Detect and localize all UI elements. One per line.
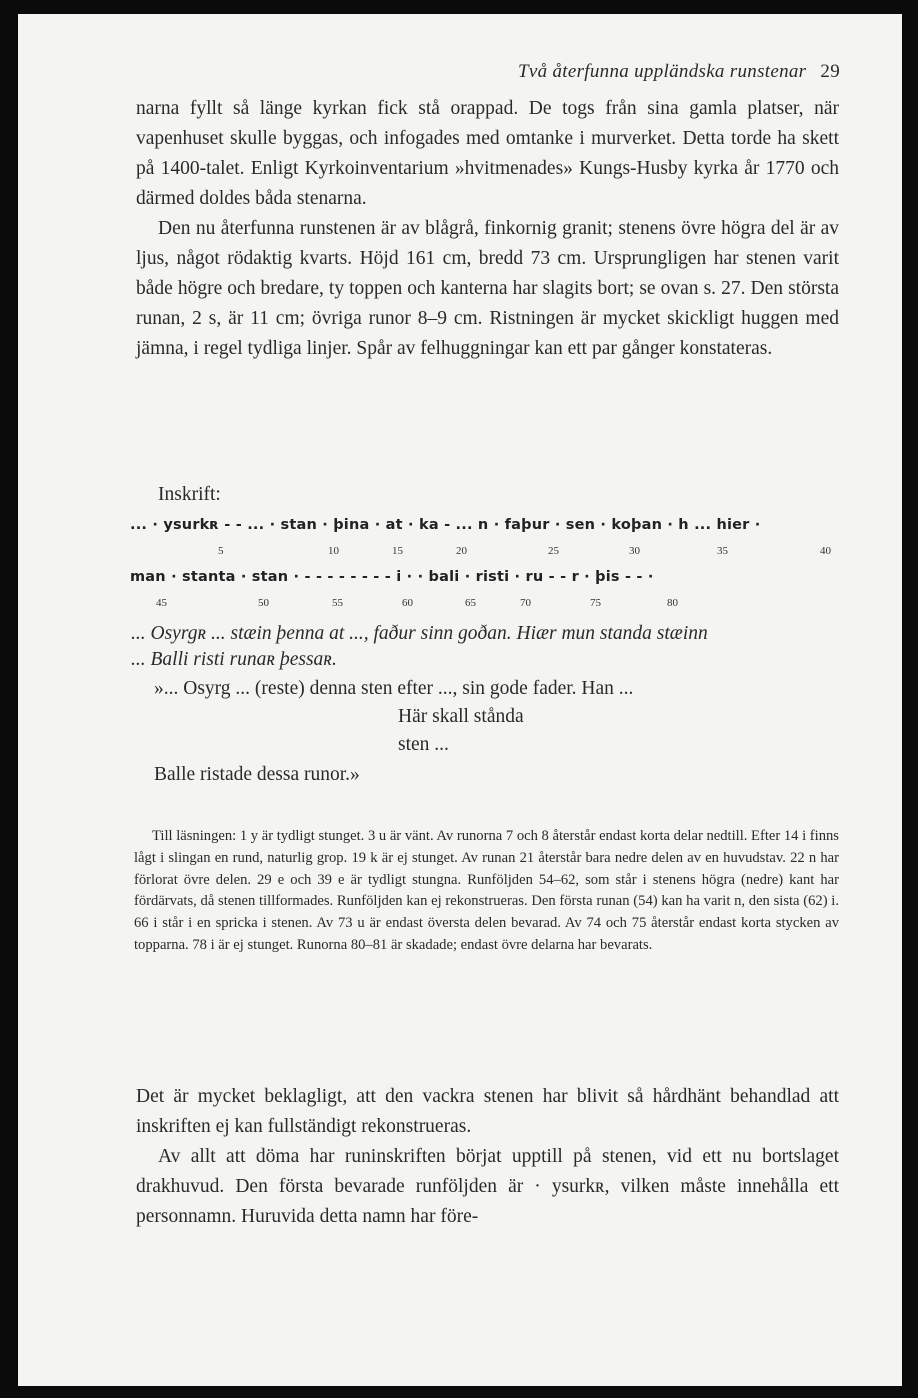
- translation-line: Här skall stånda: [398, 706, 524, 727]
- note-paragraph: Till läsningen: 1 y är tydligt stunget. 3 u är vänt. Av runorna 7 och 8 återstår endast korta delar nedtill. Efter 14 i finns lågt i slingan en rund, naturlig grop. 19 k är ej stunget. Av runan 21 återstår bara nedre delen av en huvudstav. 22 n har förlorat övre delen. 29 e och 39 e är tydligt stungna. Runföljden 54–62, som står i stenens högra (nedre) kant har fördärvats, då stenen tillformades. Runföljden kan ej rekonstrueras. Den första runan (54) kan ha varit n, den sista (62) i. 66 i står i en spricka i stenen. Av 73 u är endast översta delen bevarad. Av 74 och 75 återstår endast korta stycken av topparna. 78 i är ej stunget. Runorna 80–81 är skadade; endast övre delarna har bevarats.: [134, 828, 839, 953]
- paragraph: narna fyllt så länge kyrkan fick stå orappad. De togs från sina gamla platser, när vapenhuset skulle byggas, och infogades med omtanke i murverket. Detta torde ha skett på 1400-talet. Enligt Kyrkoinventarium »hvitmenades» Kungs-Husby kyrka år 1770 och därmed doldes båda stenarna.: [136, 98, 839, 209]
- rune-transliteration-line-1: ... · ysurkʀ - - ... · stan · þina · at · ka - ... n · faþur · sen · koþan · h ... hier ·: [130, 517, 761, 533]
- rune-number: 80: [667, 597, 678, 609]
- body-text-bottom: [136, 1082, 839, 1232]
- rune-transliteration-line-2: man · stanta · stan · - - - - - - - - i · · bali · risti · ru - - r · þis - - ·: [130, 569, 654, 585]
- rune-number: 45: [156, 597, 167, 609]
- running-title: Två återfunna uppländska runstenar: [518, 61, 807, 82]
- rune-number: 55: [332, 597, 343, 609]
- rune-number: 25: [548, 545, 559, 557]
- body-text-top: [136, 94, 839, 364]
- rune-number: 75: [590, 597, 601, 609]
- page: [18, 14, 902, 1386]
- rune-number: 65: [465, 597, 476, 609]
- rune-number: 50: [258, 597, 269, 609]
- translation-line: Balle ristade dessa runor.»: [154, 764, 360, 785]
- paragraph: Det är mycket beklagligt, att den vackra stenen har blivit så hårdhänt behandlad att inskriften ej kan fullständigt rekonstrueras.: [136, 1086, 839, 1137]
- rune-number: 5: [218, 545, 224, 557]
- rune-number: 35: [717, 545, 728, 557]
- translation-line: »... Osyrg ... (reste) denna sten efter ..., sin gode fader. Han ...: [154, 678, 634, 699]
- normalized-text-line-1: ... Osyrgʀ ... stæin þenna at ..., faður sinn goðan. Hiær mun standa stæinn: [131, 623, 708, 644]
- translation-line: sten ...: [398, 734, 449, 755]
- rune-numbering-line-1: [130, 545, 840, 561]
- paragraph: Den nu återfunna runstenen är av blågrå, finkornig granit; stenens övre högra del är av ljus, något rödaktig kvarts. Höjd 161 cm, bredd 73 cm. Ursprungligen har stenen varit både högre och bredare, ty toppen och kanterna har slagits bort; se ovan s. 27. Den största runan, 2 s, är 11 cm; övriga runor 8–9 cm. Ristningen är mycket skickligt huggen med jämna, i regel tydliga linjer. Spår av felhuggningar kan ett par gånger konstateras.: [136, 218, 839, 359]
- rune-number: 40: [820, 545, 831, 557]
- reading-note: [134, 826, 839, 957]
- normalized-text-line-2: ... Balli risti runaʀ þessaʀ.: [131, 649, 337, 670]
- rune-numbering-line-2: [130, 597, 840, 613]
- paragraph: Av allt att döma har runinskriften börjat upptill på stenen, vid ett nu bortslaget drakhuvud. Den första bevarade runföljden är · ysurkʀ, vilken måste innehålla ett personnamn. Huruvida detta namn har före-: [136, 1146, 839, 1227]
- page-number: 29: [820, 61, 840, 82]
- rune-number: 10: [328, 545, 339, 557]
- rune-number: 70: [520, 597, 531, 609]
- rune-number: 60: [402, 597, 413, 609]
- rune-number: 30: [629, 545, 640, 557]
- rune-number: 15: [392, 545, 403, 557]
- rune-number: 20: [456, 545, 467, 557]
- running-header: [18, 61, 840, 83]
- inscription-label: Inskrift:: [158, 484, 221, 505]
